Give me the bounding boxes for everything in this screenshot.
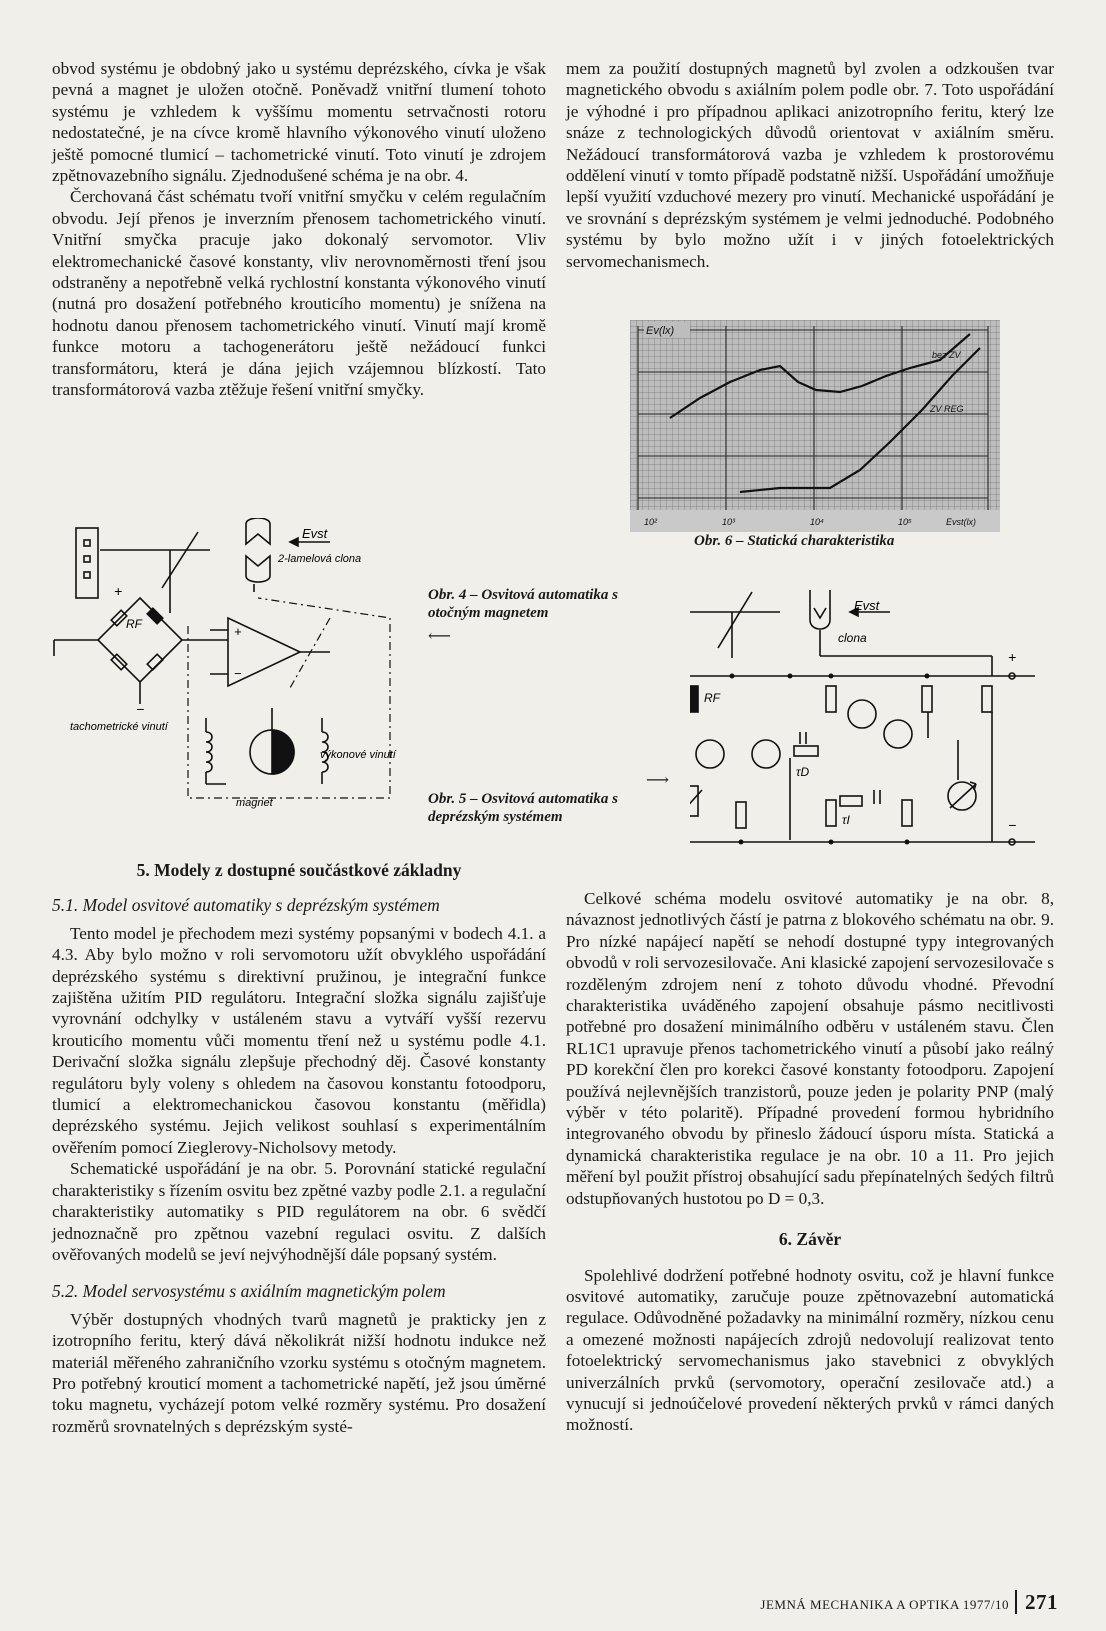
ev-label: Evst bbox=[302, 526, 328, 541]
photoresistor-rf bbox=[690, 686, 698, 712]
page-number: 271 bbox=[1015, 1590, 1058, 1614]
paragraph: Schematické uspořádání je na obr. 5. Porovnání statické regulační charakteristiky s řízením osvitu bez zpětné vazby podle 2.1. a regulační charakteristiky automatiky s PID regulátorem na obr. 6 svědčí jednoznačně pro zpětnou vazební regulaci osvitu. Z dalších ověřovaných modelů se jeví nejvýhodnější dále popsaný systém. bbox=[52, 1159, 546, 1264]
transistor-t2 bbox=[752, 740, 780, 768]
journal-name: JEMNÁ MECHANIKA A OPTIKA 1977/10 bbox=[760, 1597, 1009, 1612]
transistor-t4 bbox=[884, 720, 912, 748]
figure-5-caption: Obr. 5 – Osvitová automatika s deprézským systémem bbox=[428, 791, 619, 825]
op-minus-label: − bbox=[234, 666, 242, 681]
transistor-t1 bbox=[696, 740, 724, 768]
subsection-heading: 5.2. Model servosystému s axiálním magnetickým polem bbox=[52, 1281, 446, 1302]
curve-label-bez-zv: bez ZV bbox=[932, 350, 961, 360]
inner-loop-boundary bbox=[188, 598, 390, 798]
magnet-label: magnet bbox=[236, 797, 273, 809]
plus-label: + bbox=[1008, 649, 1017, 665]
transistor-t3 bbox=[848, 700, 876, 728]
tachometric-winding bbox=[206, 732, 212, 772]
arrow-left-icon: ⟵ bbox=[428, 628, 451, 645]
figure-4-diagram bbox=[40, 518, 410, 832]
x-tick-label: 10² bbox=[644, 517, 658, 527]
subsection-heading: 5.1. Model osvitové automatiky s deprézským systémem bbox=[52, 895, 440, 916]
page-footer bbox=[760, 1590, 1058, 1615]
paragraph: mem za použití dostupných magnetů byl zvolen a odzkoušen tvar magnetického obvodu s axiálním polem podle obr. 7. Toto uspořádání je výhodné i pro případnou aplikaci anizotropního feritu, který lze snáze z technologických důvodů orientovat v axiálním směru. Nežádoucí transformátorová vazba je vzhledem k prostorovému oddělení vinutí v tomto případě podstatně nižší. Uspořádání umožňuje lepší využití vzduchové mezery pro vinutí. Mechanické uspořádání je ve srovnání s deprézským systémem je velmi jednoduché. Podobného systému by bylo možno užít i v jiných fotoelektrických servomechanismech. bbox=[566, 59, 1054, 271]
ev-label: Evst bbox=[854, 598, 880, 613]
paragraph: Čerchovaná část schématu tvoří vnitřní smyčku v celém regulačním obvodu. Její přenos je inverzním přenosem tachometrického vinutí. Vnitřní smyčka pracuje jako dokonalý servomotor. Vliv elektromechanické časové konstanty, vliv nerovnoměrnosti tření jsou odstraněny a nepotřebně velká rychlostní konstanta výkonového vinutí (nutná pro dosažení potřebného krouticího momentu) je snížena na hodnotu danou přenosem tachometrického vinutí. Vinutí mají kromě funkce motoru a tachogenerátoru ještě nežádoucí funkci transformátoru, která je dána jejich vzájemnou blízkostí. Tato transformátorová vazba ztěžuje řešení vnitřní smyčky. bbox=[52, 187, 546, 400]
curve-label-zv-reg: ZV REG bbox=[930, 404, 964, 414]
tau-d-label: τD bbox=[796, 765, 810, 779]
clona-label: 2-lamelová clona bbox=[278, 553, 362, 565]
minus-label: − bbox=[1008, 817, 1017, 833]
left-column-bottom bbox=[52, 860, 546, 1437]
tacho-label: tachometrické vinutí bbox=[70, 721, 168, 733]
left-column-top bbox=[52, 58, 546, 401]
vykon-label: výkonové vinutí bbox=[320, 749, 396, 761]
figure-4-caption: Obr. 4 – Osvitová automatika s otočným magnetem bbox=[428, 587, 619, 621]
x-tick-label: 10³ bbox=[722, 517, 736, 527]
minus-label: − bbox=[136, 701, 145, 717]
photoresistor-rf bbox=[147, 608, 163, 624]
rf-label: RF bbox=[126, 617, 142, 631]
tau-i-label: τI bbox=[842, 813, 850, 827]
clona-label: clona bbox=[838, 631, 867, 645]
film-strip bbox=[76, 528, 98, 598]
rf-label: RF bbox=[704, 691, 720, 705]
arrow-right-icon: ⟶ bbox=[646, 772, 669, 789]
figure-5-diagram bbox=[690, 590, 1080, 860]
plus-label: + bbox=[114, 583, 123, 599]
shutter bbox=[810, 590, 830, 629]
shutter-lower bbox=[246, 556, 270, 582]
section-heading: 6. Závěr bbox=[778, 1229, 842, 1250]
paragraph: obvod systému je obdobný jako u systému deprézského, cívka je však pevná a magnet je uložen otočně. Poněvadž vnitřní tlumení tohoto systému je vzhledem k vyššímu momentu setrvačnosti rotoru nedostatečné, je na cívce kromě hlavního výkonového vinutí uloženo ještě pomocné tlumicí – tachometrické vinutí. Toto vinutí je zdrojem zpětnovazebního signálu. Zjednodušené schéma je na obr. 4. bbox=[52, 59, 546, 186]
paragraph: Spolehlivé dodržení potřebné hodnoty osvitu, což je hlavní funkce osvitové automatiky, zaručuje pouze zpětnovazební automatická regulace. Odůvodněné požadavky na minimální rozměry, nízkou cenu a omezené možnosti napájecích zdrojů nedovolují realizovat tento fotoelektrický servomechanismus jako stavebnici z obvyklých univerzálních prvků (servomotory, operační zesilovače atd.) a vynucují si jednoúčelové provedení některých prvků v rámci daných možností. bbox=[566, 1265, 1054, 1435]
y-axis-label: Ev(lx) bbox=[646, 325, 675, 337]
shutter-upper bbox=[246, 518, 270, 544]
paragraph: Celkové schéma modelu osvitové automatiky je na obr. 8, návaznost jednotlivých částí je patrna z blokového schématu na obr. 9. Pro nízké napájecí napětí se nehodí dostupné typy integrovaných obvodů v roli servozesilovače. Ani klasické zapojení servozesilovače s rozděleným zdrojem není z tohoto důvodu vhodné. Převodní charakteristika uváděného zapojení obsahuje pásmo necitlivosti potřebné pro dosažení minimálního odběru v ustáleném stavu. Člen RL1C1 upravuje přenos tachometrického vinutí a působí jako reálný PD korekční člen pro korekci časové konstanty fotoodporu. Zapojení používá nejlevnějších tranzistorů, pouze jeden je polarity PNP (malý výběr v této polaritě). Případné provedení formou hybridního integrovaného obvodu by přineslo žádoucí úsporu místa. Statická a dynamická charakteristika regulace je na obr. 10 a 11. Pro jejich měření byl použit přístroj obsahující sadu přepínatelných šedých filtrů odstupňovaných hustotou po D = 0,3. bbox=[566, 889, 1054, 1208]
section-heading: 5. Modely z dostupné součástkové základny bbox=[136, 860, 462, 880]
figure-6-chart bbox=[630, 320, 1000, 532]
op-plus-label: + bbox=[234, 624, 242, 639]
paragraph: Výběr dostupných vhodných tvarů magnetů je prakticky jen z izotropního feritu, který dává několikrát nižší hodnotu indukce než materiál měřeného zahraničního vzorku systému s otočným magnetem. Pro potřebný krouticí moment a tachometrické napětí, jež jsou úměrné toku magnetu, vycházejí potom velké rozměry systému. Pro dosažení rozměrů srovnatelných s deprézským systé- bbox=[52, 1309, 546, 1436]
x-tick-label: 10⁵ bbox=[898, 517, 912, 527]
x-axis-label: Evst(lx) bbox=[946, 517, 976, 527]
right-column-top bbox=[566, 58, 1054, 272]
paragraph: Tento model je přechodem mezi systémy popsanými v bodech 4.1. a 4.3. Aby bylo možno v roli servomotoru užít obvyklého uspořádání deprézského systému s direktivní pružinou, je integrační funkce zajištěna užitím PID regulátoru. Integrační složka signálu zajišťuje vyrovnání odchylky v ustáleném stavu a vytváří vyšší rezervu krouticího momentu vůči momentu tření než u systému podle 4.1. Derivační složka signálu zlepšuje přechodný děj. Časové konstanty regulátoru byly voleny s ohledem na časovou konstantu fotoodporu, tlumicí a elektromechanickou časovou konstantu (měřidla) deprézského systému. Jejich velikost souhlasí s experimentálním ověřením pomocí Zieglerovy-Nicholsovy metody. bbox=[52, 923, 546, 1157]
figure-6-caption: Obr. 6 – Statická charakteristika bbox=[694, 533, 895, 549]
right-column-bottom bbox=[566, 888, 1054, 1436]
x-tick-label: 10⁴ bbox=[810, 517, 824, 527]
